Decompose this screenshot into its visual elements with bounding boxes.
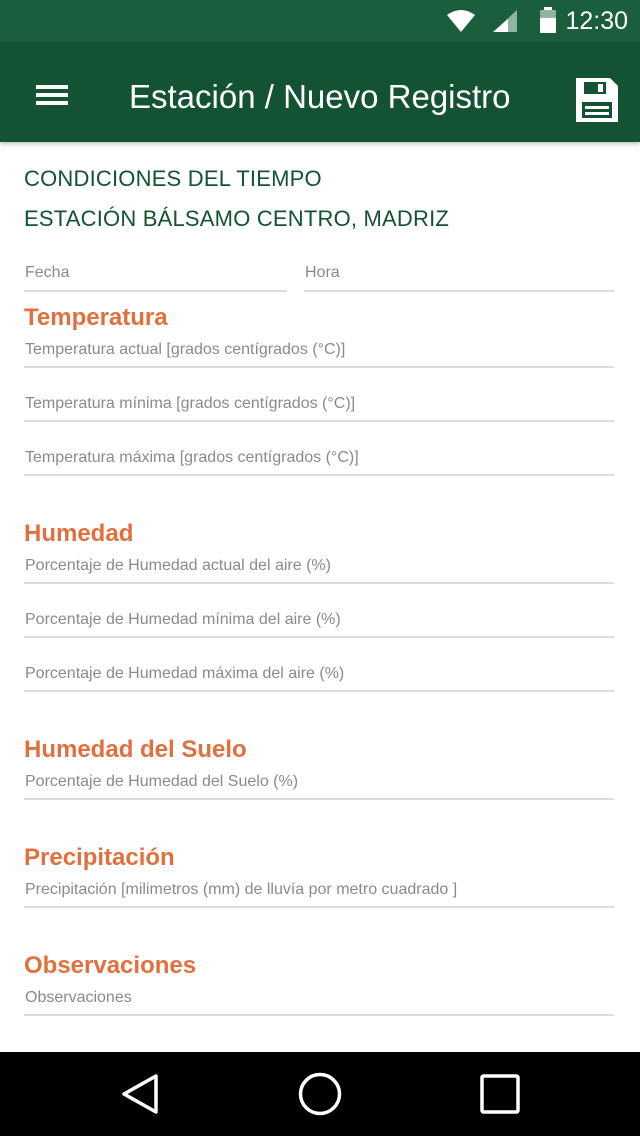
humedad-actual-input[interactable] <box>24 550 614 582</box>
humedad-maxima-field <box>24 658 614 692</box>
recents-icon <box>476 1105 524 1122</box>
page-heading: CONDICIONES DEL TIEMPO <box>24 166 322 191</box>
menu-button[interactable] <box>24 72 80 116</box>
cell-signal-icon <box>492 9 518 38</box>
temperatura-minima-input[interactable] <box>24 388 614 420</box>
station-name: ESTACIÓN BÁLSAMO CENTRO, MADRIZ <box>24 206 450 231</box>
navigation-bar <box>0 1052 640 1136</box>
precipitacion-field <box>24 874 614 908</box>
observaciones-field <box>24 982 614 1016</box>
humedad-minima-input[interactable] <box>24 604 614 636</box>
fecha-input[interactable] <box>24 256 287 290</box>
humedad-actual-field <box>24 550 614 584</box>
app-bar <box>0 42 640 142</box>
section-temperatura: Temperatura <box>24 304 168 331</box>
save-button[interactable] <box>568 72 624 128</box>
back-icon <box>116 1105 164 1122</box>
hamburger-menu-icon <box>24 72 80 116</box>
hora-input[interactable] <box>304 256 614 290</box>
temperatura-actual-input[interactable] <box>24 334 614 366</box>
back-button[interactable] <box>116 1070 164 1118</box>
humedad-suelo-input[interactable] <box>24 766 614 798</box>
humedad-maxima-input[interactable] <box>24 658 614 690</box>
temperatura-actual-field <box>24 334 614 368</box>
section-precipitacion: Precipitación <box>24 844 175 871</box>
temperatura-maxima-field <box>24 442 614 476</box>
battery-icon <box>539 7 557 38</box>
temperatura-maxima-input[interactable] <box>24 442 614 474</box>
temperatura-minima-field <box>24 388 614 422</box>
humedad-minima-field <box>24 604 614 638</box>
fecha-field <box>24 256 287 292</box>
section-observaciones: Observaciones <box>24 952 197 979</box>
app-title: Estación / Nuevo Registro <box>129 78 511 115</box>
status-bar <box>0 0 640 42</box>
home-icon <box>296 1105 344 1122</box>
wifi-icon <box>446 9 476 38</box>
section-humedad: Humedad <box>24 520 134 547</box>
form-content <box>0 142 640 1052</box>
home-button[interactable] <box>296 1070 344 1118</box>
recents-button[interactable] <box>476 1070 524 1118</box>
status-time: 12:30 <box>565 7 628 35</box>
precipitacion-input[interactable] <box>24 874 614 906</box>
humedad-suelo-field <box>24 766 614 800</box>
save-floppy-icon <box>568 115 624 132</box>
section-humedad-suelo: Humedad del Suelo <box>24 736 247 763</box>
observaciones-input[interactable] <box>24 982 614 1014</box>
hora-field <box>304 256 614 292</box>
